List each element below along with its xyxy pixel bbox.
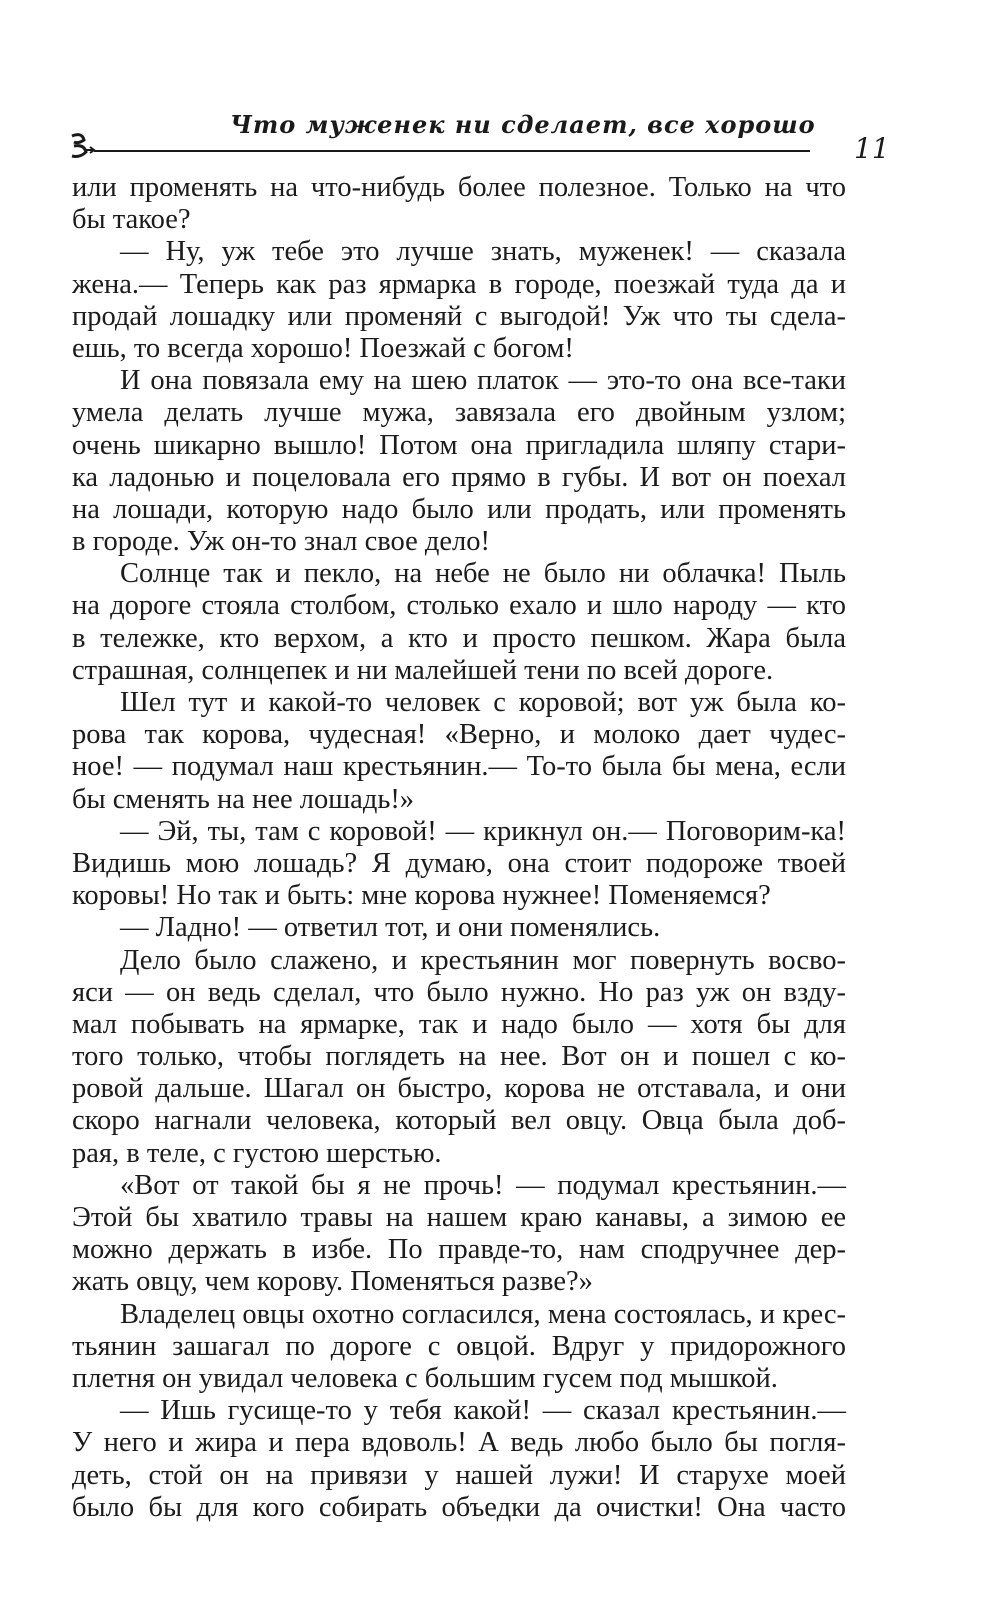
text-line: жать овцу, чем корову. Поменяться разве?» [72, 1266, 593, 1298]
text-line: У него и жира и пера вдоволь! А ведь любо было бы погля- [72, 1427, 846, 1459]
text-line: на дороге стояла столбом, столько ехало и шло народу — кто [72, 590, 846, 622]
text-line: очень шикарно вышло! Потом она пригладила шляпу стари- [72, 429, 846, 461]
text-line: — Ишь гусище-то у тебя какой! — сказал крестьянин.— [120, 1395, 846, 1427]
text-line: тьянин зашагал по дороге с овцой. Вдруг у придорожного [72, 1330, 846, 1362]
text-line: скоро нагнали человека, который вел овцу. Овца была доб- [72, 1105, 846, 1137]
text-line: деть, стой он на привязи у нашей лужи! И старухе моей [72, 1459, 846, 1491]
text-line: Шел тут и какой-то человек с коровой; вот уж была ко- [120, 687, 846, 718]
text-line: — Эй, ты, там с коровой! — крикнул он.— Поговорим-ка! [120, 815, 846, 847]
text-line: — Ладно! — ответил тот, и они поменялись. [120, 912, 661, 944]
text-line: ка ладонью и поцеловала его прямо в губы. И вот он поехал [72, 461, 846, 493]
text-line: мал побывать на ярмарке, так и надо было — хотя бы для [72, 1008, 846, 1040]
text-line: Владелец овцы охотно согласился, мена состоялась, и крес- [120, 1298, 846, 1330]
text-line: Видишь мою лошадь? Я думаю, она стоит подороже твоей [72, 847, 846, 879]
text-line: или променять на что-нибудь более полезное. Только на что [72, 172, 846, 203]
text-line: страшная, солнцепек и ни малейшей тени по всей дороге. [72, 654, 774, 686]
body-text [72, 172, 846, 1524]
ornament-icon [64, 128, 104, 168]
text-line: ешь, то всегда хорошо! Поезжай с богом! [72, 332, 574, 364]
text-line: плетня он увидал человека с большим гусем под мышкой. [72, 1362, 778, 1394]
text-line: ровой дальше. Шагал он быстро, корова не отставала, и они [72, 1073, 846, 1105]
text-line: можно держать в избе. По правде-то, нам сподручнее дер- [72, 1234, 846, 1266]
text-line: Дело было слажено, и крестьянин мог повернуть восво- [120, 944, 846, 976]
text-line: бы такое? [72, 204, 191, 236]
page-number: 11 [854, 132, 890, 165]
text-line: жена.— Теперь как раз ярмарка в городе, поезжай туда да и [72, 268, 846, 300]
text-line: — Ну, уж тебе это лучше знать, муженек! — сказала [120, 236, 846, 268]
text-line: Этой бы хватило травы на нашем краю канавы, а зимою ее [72, 1202, 846, 1233]
text-line: было бы для кого собирать объедки да очистки! Она часто [72, 1491, 846, 1523]
text-line: рова так корова, чудесная! «Верно, и молоко дает чудес- [72, 719, 846, 751]
text-line: в городе. Уж он-то знал свое дело! [72, 526, 490, 558]
running-title: Что муженек ни сделает, все хорошо [230, 110, 816, 139]
text-line: рая, в теле, с густою шерстью. [72, 1137, 442, 1169]
text-line: ное! — подумал наш крестьянин.— То-то была бы мена, если [72, 751, 846, 783]
text-line: того только, чтобы поглядеть на нее. Вот он и пошел с ко- [72, 1041, 846, 1073]
text-line: Солнце так и пекло, на небе не было ни облачка! Пыль [120, 558, 846, 590]
text-line: продай лошадку или променяй с выгодой! Уж что ты сдела- [72, 300, 846, 332]
text-line: на лошади, которую надо было или продать, или променять [72, 493, 846, 525]
text-line: умела делать лучше мужа, завязала его двойным узлом; [72, 397, 846, 429]
text-line: И она повязала ему на шею платок — это-то она все-таки [120, 365, 846, 397]
running-header [64, 108, 890, 168]
text-line: бы сменять на нее лошадь!» [72, 783, 415, 815]
text-line: «Вот от такой бы я не прочь! — подумал крестьянин.— [120, 1169, 846, 1201]
text-line: в тележке, кто верхом, а кто и просто пешком. Жара была [72, 622, 846, 654]
text-line: коровы! Но так и быть: мне корова нужнее! Поменяемся? [72, 880, 771, 912]
text-line: яси — он ведь сделал, что было нужно. Но раз уж он взду- [72, 976, 846, 1008]
header-rule [94, 150, 810, 152]
